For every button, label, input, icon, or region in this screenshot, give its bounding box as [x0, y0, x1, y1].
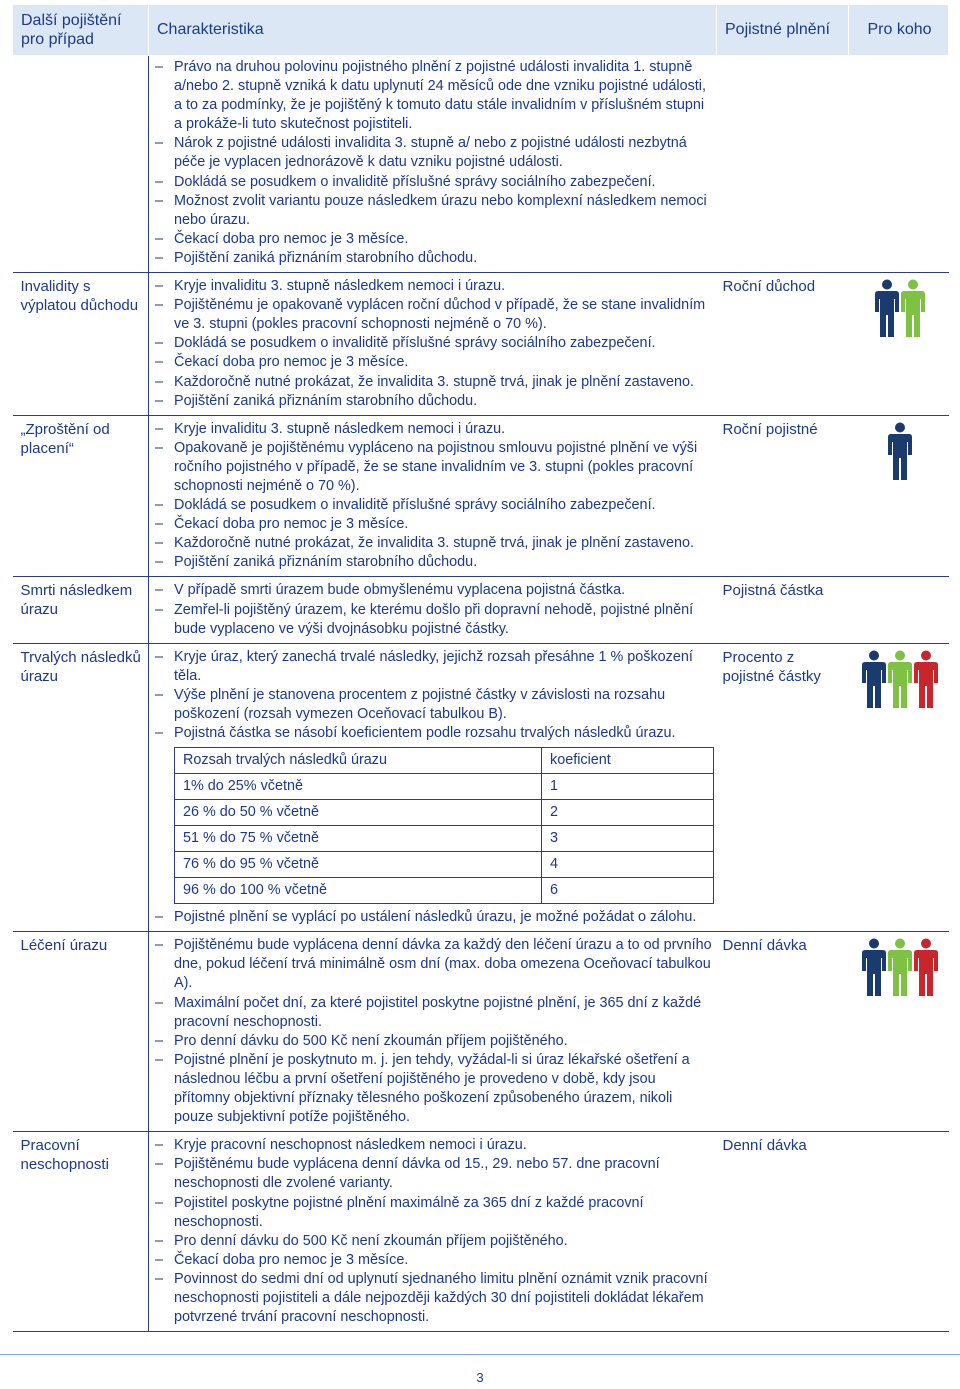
characteristics-list [155, 936, 713, 1127]
benefit-cell: Procento z pojistné částky [717, 643, 849, 932]
characteristics-cell [149, 1132, 717, 1332]
coefficient-range: 1% do 25% včetně [175, 774, 542, 800]
benefit-cell: Denní dávka [717, 932, 849, 1132]
coefficient-header-row [175, 748, 714, 774]
coefficient-range: 76 % do 95 % včetně [175, 852, 542, 878]
person-icons [855, 277, 945, 337]
table-row [13, 273, 949, 416]
list-item: – Maximální počet dní, za které pojistitel poskytne pojistné plnění, je 365 dní z každé pracovní neschopnosti. [155, 994, 713, 1032]
coefficient-value: 3 [542, 826, 714, 852]
header-insurance-type: Další pojištění pro případ [13, 5, 149, 56]
characteristics-cell [149, 932, 717, 1132]
list-item: – Nárok z pojistné události invalidita 3. stupně a/ nebo z pojistné události nezbytná péče je vyplacen jednorázově k datu vzniku pojistné události. [155, 134, 713, 172]
characteristics-cell [149, 273, 717, 416]
list-item: – Výše plnění je stanovena procentem z pojistné částky v závislosti na rozsahu poškození (rozsah vymezen Oceňovací tabulkou B). [155, 686, 713, 724]
list-item: – Právo na druhou polovinu pojistného plnění z pojistné události invalidita 1. stupně a/nebo 2. stupně vzniká k datu uplynutí 24 měsíců ode dne vzniku pojistné události, a to za podmínky, že je pojištěný k tomuto datu stále invalidním v příslušném stupni a prokáže-li tuto skutečnost pojistiteli. [155, 58, 713, 134]
list-item: – Pojištěnému bude vyplácena denní dávka za každý den léčení úrazu a to od prvního dne, pokud léčení trvá minimálně osm dní (max. doba omezena Oceňovací tabulkou A). [155, 936, 713, 993]
coefficient-value: 6 [542, 878, 714, 904]
list-item: – Čekací doba pro nemoc je 3 měsíce. [155, 515, 713, 534]
insurance-type-cell: Pracovní neschopnosti [13, 1132, 149, 1332]
for-whom-cell [849, 643, 949, 932]
list-item: – Pojištění zaniká přiznáním starobního důchodu. [155, 553, 713, 572]
coefficient-value-header: koeficient [542, 748, 714, 774]
list-item: – Každoročně nutné prokázat, že invalidita 3. stupně trvá, jinak je plnění zastaveno. [155, 534, 713, 553]
benefit-cell: Roční pojistné [717, 415, 849, 577]
list-item: – Pojistné plnění se vyplácí po ustálení následků úrazu, je možné požádat o zálohu. [155, 908, 713, 927]
coefficient-range: 51 % do 75 % včetně [175, 826, 542, 852]
person-green-icon [888, 938, 912, 996]
person-icons [855, 420, 945, 480]
list-item: – Možnost zvolit variantu pouze následkem úrazu nebo komplexní následkem nemoci nebo úrazu. [155, 192, 713, 230]
list-item: – Pojistná částka se násobí koeficientem podle rozsahu trvalých následků úrazu. [155, 724, 713, 743]
list-item: – Dokládá se posudkem o invaliditě příslušné správy sociálního zabezpečení. [155, 173, 713, 192]
table-row [13, 643, 949, 932]
list-item: – Kryje úraz, který zanechá trvalé následky, jejichž rozsah přesáhne 1 % poškození těla. [155, 648, 713, 686]
table-row [13, 1132, 949, 1332]
insurance-table [12, 4, 949, 1332]
list-item: – Pojištěnému bude vyplácena denní dávka od 15., 29. nebo 57. dne pracovní neschopnosti dle zvolené varianty. [155, 1155, 713, 1193]
person-green-icon [888, 650, 912, 708]
list-item: – Čekací doba pro nemoc je 3 měsíce. [155, 230, 713, 249]
for-whom-cell [849, 273, 949, 416]
list-item: – Čekací doba pro nemoc je 3 měsíce. [155, 353, 713, 372]
page [12, 4, 948, 1332]
coefficient-row [175, 800, 714, 826]
characteristics-list [155, 277, 713, 411]
list-item: – Každoročně nutné prokázat, že invalidita 3. stupně trvá, jinak je plnění zastaveno. [155, 373, 713, 392]
coefficient-range: 96 % do 100 % včetně [175, 878, 542, 904]
table-row [13, 56, 949, 273]
header-benefit: Pojistné plnění [717, 5, 849, 56]
list-item: – Kryje invaliditu 3. stupně následkem nemoci i úrazu. [155, 420, 713, 439]
coefficient-range-header: Rozsah trvalých následků úrazu [175, 748, 542, 774]
characteristics-cell [149, 415, 717, 577]
table-row [13, 932, 949, 1132]
coefficient-range: 26 % do 50 % včetně [175, 800, 542, 826]
insurance-type-cell: Smrti následkem úrazu [13, 577, 149, 643]
list-item: – Dokládá se posudkem o invaliditě příslušné správy sociálního zabezpečení. [155, 334, 713, 353]
coefficient-row [175, 774, 714, 800]
person-blue-icon [862, 650, 886, 708]
insurance-type-cell: Léčení úrazu [13, 932, 149, 1132]
list-item: – Pojištěnému je opakovaně vyplácen roční důchod v případě, že se stane invalidním ve 3. stupni (pokles pracovní schopnosti nejméně o 70 %). [155, 296, 713, 334]
characteristics-list [155, 908, 713, 927]
list-item: – Pojistné plnění je poskytnuto m. j. jen tehdy, vyžádal-li si úraz lékařské ošetření a následnou léčbu a první ošetření pojištěného je provedeno v době, kdy jsou přítomny objektivní příznaky tělesného poškození způsobeného úrazem, nikoli pouze subjektivní potíže pojištěného. [155, 1051, 713, 1127]
list-item: – Čekací doba pro nemoc je 3 měsíce. [155, 1251, 713, 1270]
table-body [13, 56, 949, 1332]
list-item: – Pojištění zaniká přiznáním starobního důchodu. [155, 249, 713, 268]
characteristics-list [155, 420, 713, 573]
insurance-type-cell [13, 56, 149, 273]
list-item: – Povinnost do sedmi dní od uplynutí sjednaného limitu plnění oznámit vznik pracovní neschopnosti pojistiteli a dále nejpozději každých 30 dní pojistiteli dokládat lékařem potvrzené trvání pracovní neschopnosti. [155, 1270, 713, 1327]
characteristics-list [155, 1136, 713, 1327]
characteristics-list [155, 58, 713, 268]
insurance-type-cell: „Zproštění od placení“ [13, 415, 149, 577]
person-green-icon [901, 279, 925, 337]
for-whom-cell [849, 577, 949, 643]
insurance-type-cell: Trvalých následků úrazu [13, 643, 149, 932]
list-item: – Pojistitel poskytne pojistné plnění maximálně za 365 dní z každé pracovní neschopnosti. [155, 1194, 713, 1232]
characteristics-cell [149, 56, 717, 273]
coefficient-row [175, 852, 714, 878]
person-icons [855, 648, 945, 708]
list-item: – Opakovaně je pojištěnému vypláceno na pojistnou smlouvu pojistné plnění ve výši ročního pojistného v případě, že se stane invalidním ve 3. stupni (pokles pracovní schopnosti nejméně o 70 %). [155, 439, 713, 496]
person-blue-icon [862, 938, 886, 996]
list-item: – Pro denní dávku do 500 Kč není zkoumán příjem pojištěného. [155, 1232, 713, 1251]
characteristics-list [155, 581, 713, 638]
coefficient-table [174, 747, 714, 904]
table-row [13, 415, 949, 577]
person-red-icon [914, 938, 938, 996]
characteristics-cell [149, 643, 717, 932]
list-item: – Kryje invaliditu 3. stupně následkem nemoci i úrazu. [155, 277, 713, 296]
for-whom-cell [849, 932, 949, 1132]
coefficient-value: 1 [542, 774, 714, 800]
person-blue-icon [875, 279, 899, 337]
list-item: – Dokládá se posudkem o invaliditě příslušné správy sociálního zabezpečení. [155, 496, 713, 515]
benefit-cell [717, 56, 849, 273]
page-number: 3 [476, 1370, 484, 1385]
person-red-icon [914, 650, 938, 708]
benefit-cell: Roční důchod [717, 273, 849, 416]
for-whom-cell [849, 56, 949, 273]
table-row [13, 577, 949, 643]
list-item: – Pro denní dávku do 500 Kč není zkoumán příjem pojištěného. [155, 1032, 713, 1051]
table-header-row [13, 5, 949, 56]
list-item: – Zemřel-li pojištěný úrazem, ke kterému došlo při dopravní nehodě, pojistné plnění bude vyplaceno ve výši dvojnásobku pojistné částky. [155, 601, 713, 639]
for-whom-cell [849, 1132, 949, 1332]
insurance-type-cell: Invalidity s výplatou důchodu [13, 273, 149, 416]
characteristics-cell [149, 577, 717, 643]
list-item: – V případě smrti úrazem bude obmyšlenému vyplacena pojistná částka. [155, 581, 713, 600]
header-characteristics: Charakteristika [149, 5, 717, 56]
person-icons [855, 936, 945, 996]
characteristics-list [155, 648, 713, 743]
coefficient-value: 2 [542, 800, 714, 826]
benefit-cell: Denní dávka [717, 1132, 849, 1332]
benefit-cell: Pojistná částka [717, 577, 849, 643]
list-item: – Pojištění zaniká přiznáním starobního důchodu. [155, 392, 713, 411]
coefficient-row [175, 826, 714, 852]
coefficient-value: 4 [542, 852, 714, 878]
footer-rule [0, 1354, 960, 1355]
list-item: – Kryje pracovní neschopnost následkem nemoci i úrazu. [155, 1136, 713, 1155]
for-whom-cell [849, 415, 949, 577]
coefficient-row [175, 878, 714, 904]
person-blue-icon [888, 422, 912, 480]
header-for-whom: Pro koho [849, 5, 949, 56]
